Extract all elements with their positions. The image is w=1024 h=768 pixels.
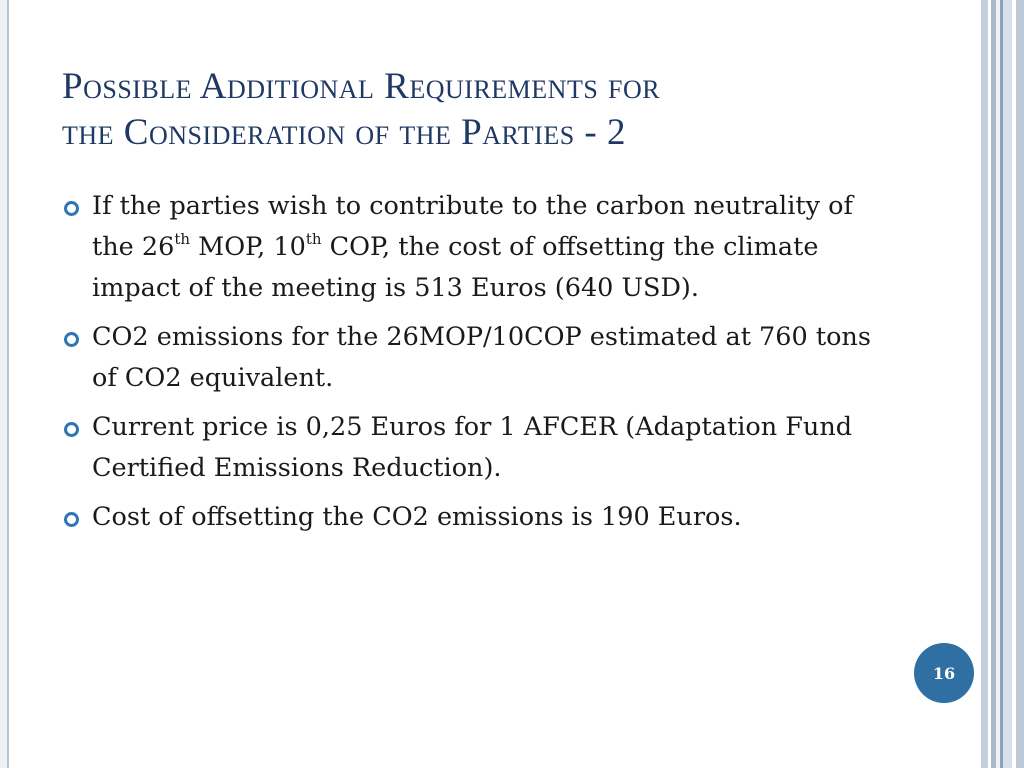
bullet-item xyxy=(62,497,872,538)
bullet-text-part: COP, the cost of offsetting the climate impact of the meeting is 513 Euros (640 USD). xyxy=(92,232,819,303)
bullet-text: Current price is 0,25 Euros for 1 AFCER (Adaptation Fund Certified Emissions Reduction). xyxy=(92,412,853,483)
bullet-item xyxy=(62,317,872,399)
page-number: 16 xyxy=(932,663,956,683)
slide-title-line-2: the Consideration of the Parties - 2 xyxy=(62,112,626,153)
bullet-text xyxy=(92,191,853,303)
right-decorative-stripes xyxy=(978,0,1024,768)
slide-title xyxy=(62,64,942,156)
bullet-text-part: If the parties wish to contribute to the carbon neutrality of the 26 xyxy=(92,191,853,262)
superscript: th xyxy=(174,229,191,248)
page-number-badge xyxy=(914,643,974,703)
bullet-list xyxy=(62,186,872,546)
bullet-text-part: MOP, 10 xyxy=(190,232,306,262)
superscript: th xyxy=(305,229,322,248)
slide-title-line-1: Possible Additional Requirements for xyxy=(62,66,661,107)
ring-bullet-icon xyxy=(64,201,79,216)
ring-bullet-icon xyxy=(64,422,79,437)
bullet-text: Cost of offsetting the CO2 emissions is 190 Euros. xyxy=(92,502,742,532)
ring-bullet-icon xyxy=(64,332,79,347)
bullet-item xyxy=(62,186,872,309)
bullet-text: CO2 emissions for the 26MOP/10COP estimated at 760 tons of CO2 equivalent. xyxy=(92,322,871,393)
ring-bullet-icon xyxy=(64,512,79,527)
bullet-item xyxy=(62,407,872,489)
left-margin-rule xyxy=(0,0,12,768)
